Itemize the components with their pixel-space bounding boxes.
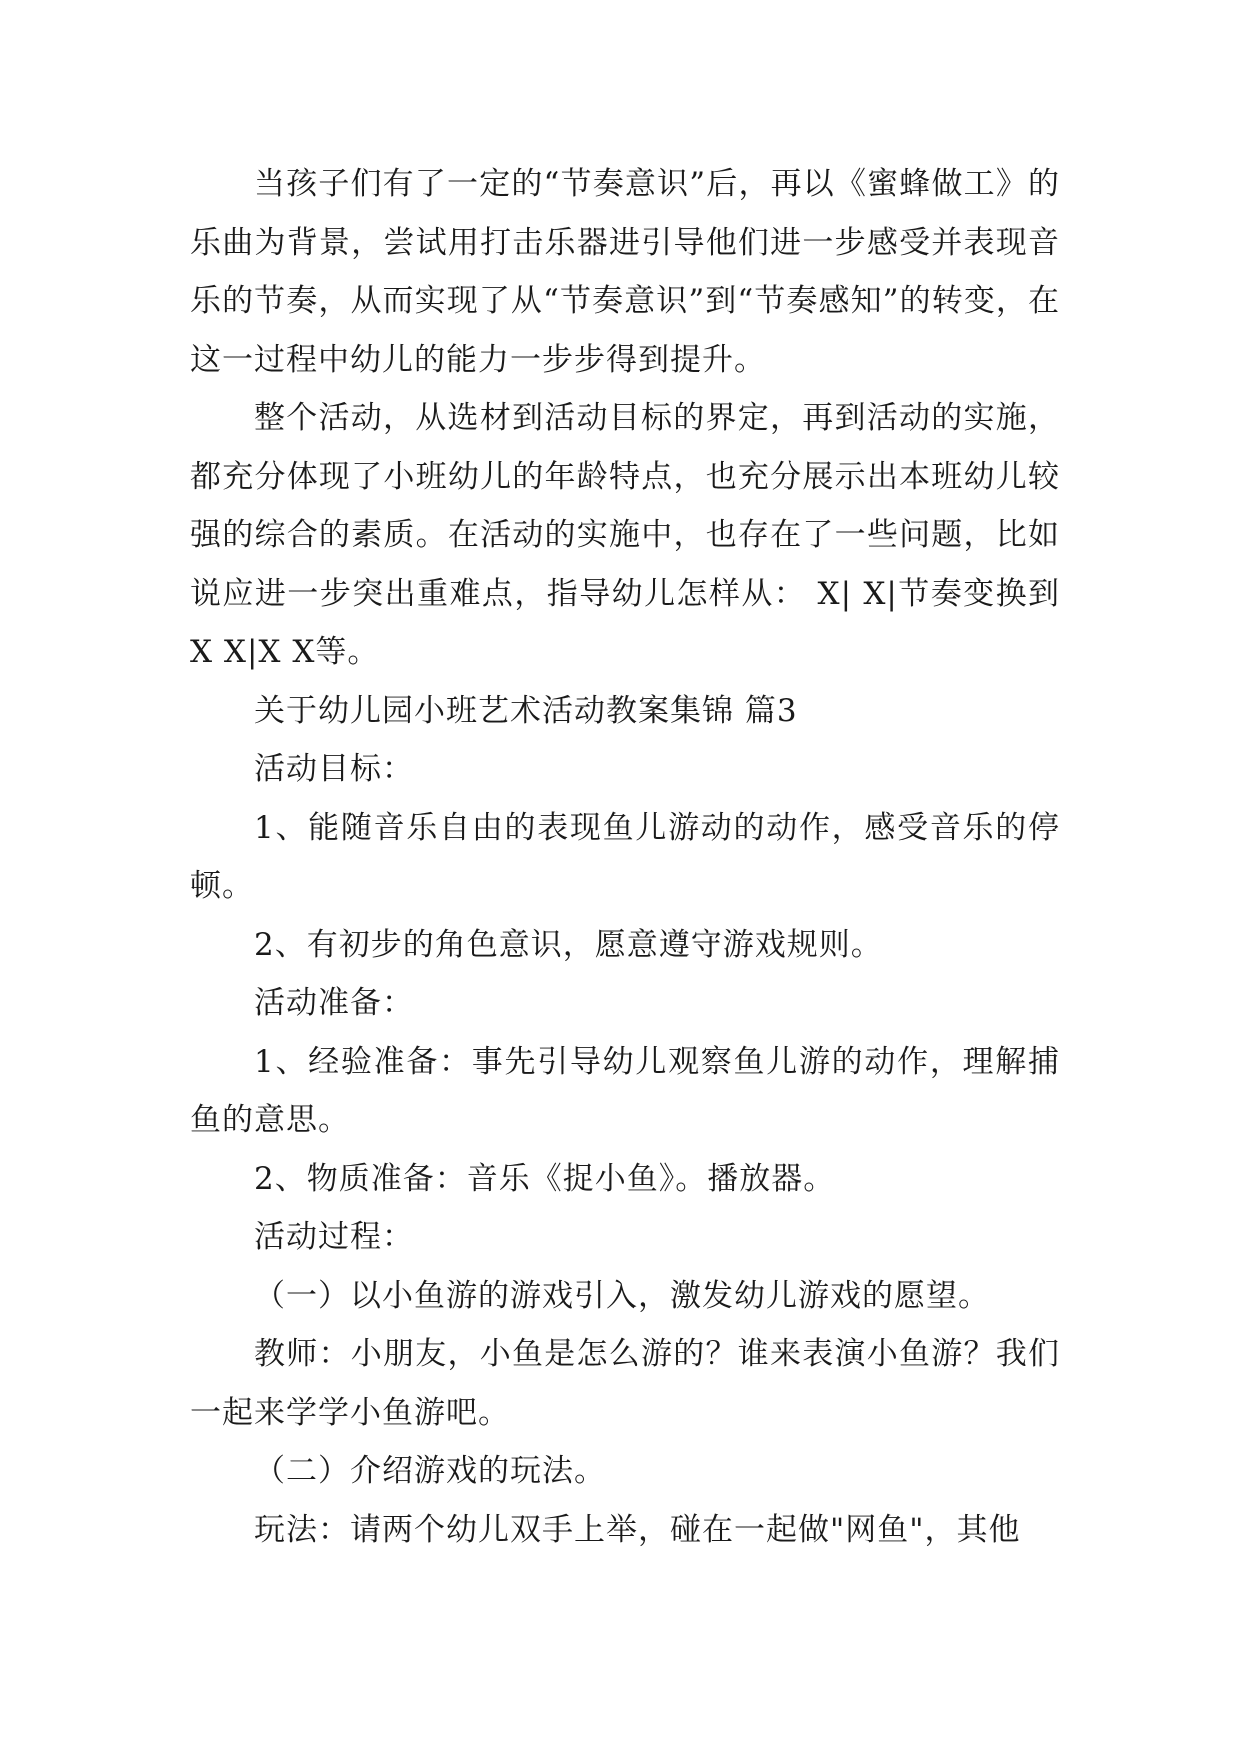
step-heading: （二）介绍游戏的玩法。 bbox=[254, 1453, 606, 1489]
section-heading: 关于幼儿园小班艺术活动教案集锦 篇3 bbox=[254, 692, 798, 729]
list-item: 2、物质准备：音乐《捉小鱼》。播放器。 bbox=[254, 1160, 836, 1197]
paragraph: 整个活动，从选材到活动目标的界定，再到活动的实施，都充分体现了小班幼儿的年龄特点，也充分展示出本班幼儿较强的综合的素质。在活动的实施中，也存在了一些问题，比如说应进一步突出重难点，指导幼儿怎样从： X| X|节奏变换到X X|X X等。 bbox=[190, 400, 1060, 670]
paragraph: 教师：小朋友，小鱼是怎么游的？谁来表演小鱼游？我们一起来学学小鱼游吧。 bbox=[190, 1336, 1060, 1431]
list-item: 2、有初步的角色意识，愿意遵守游戏规则。 bbox=[254, 926, 883, 963]
document-page bbox=[190, 155, 1060, 1559]
subheading: 活动目标： bbox=[254, 751, 414, 787]
list-item: 1、能随音乐自由的表现鱼儿游动的动作，感受音乐的停顿。 bbox=[190, 809, 1060, 904]
list-item: 1、经验准备：事先引导幼儿观察鱼儿游的动作，理解捕鱼的意思。 bbox=[190, 1043, 1060, 1138]
paragraph: 当孩子们有了一定的“节奏意识”后，再以《蜜蜂做工》的乐曲为背景，尝试用打击乐器进引导他们进一步感受并表现音乐的节奏，从而实现了从“节奏意识”到“节奏感知”的转变，在这一过程中幼儿的能力一步步得到提升。 bbox=[190, 166, 1060, 378]
step-heading: （一）以小鱼游的游戏引入，激发幼儿游戏的愿望。 bbox=[254, 1277, 990, 1314]
subheading: 活动过程： bbox=[254, 1219, 414, 1255]
subheading: 活动准备： bbox=[254, 985, 414, 1021]
paragraph: 玩法：请两个幼儿双手上举，碰在一起做"网鱼"，其他 bbox=[254, 1511, 1021, 1548]
